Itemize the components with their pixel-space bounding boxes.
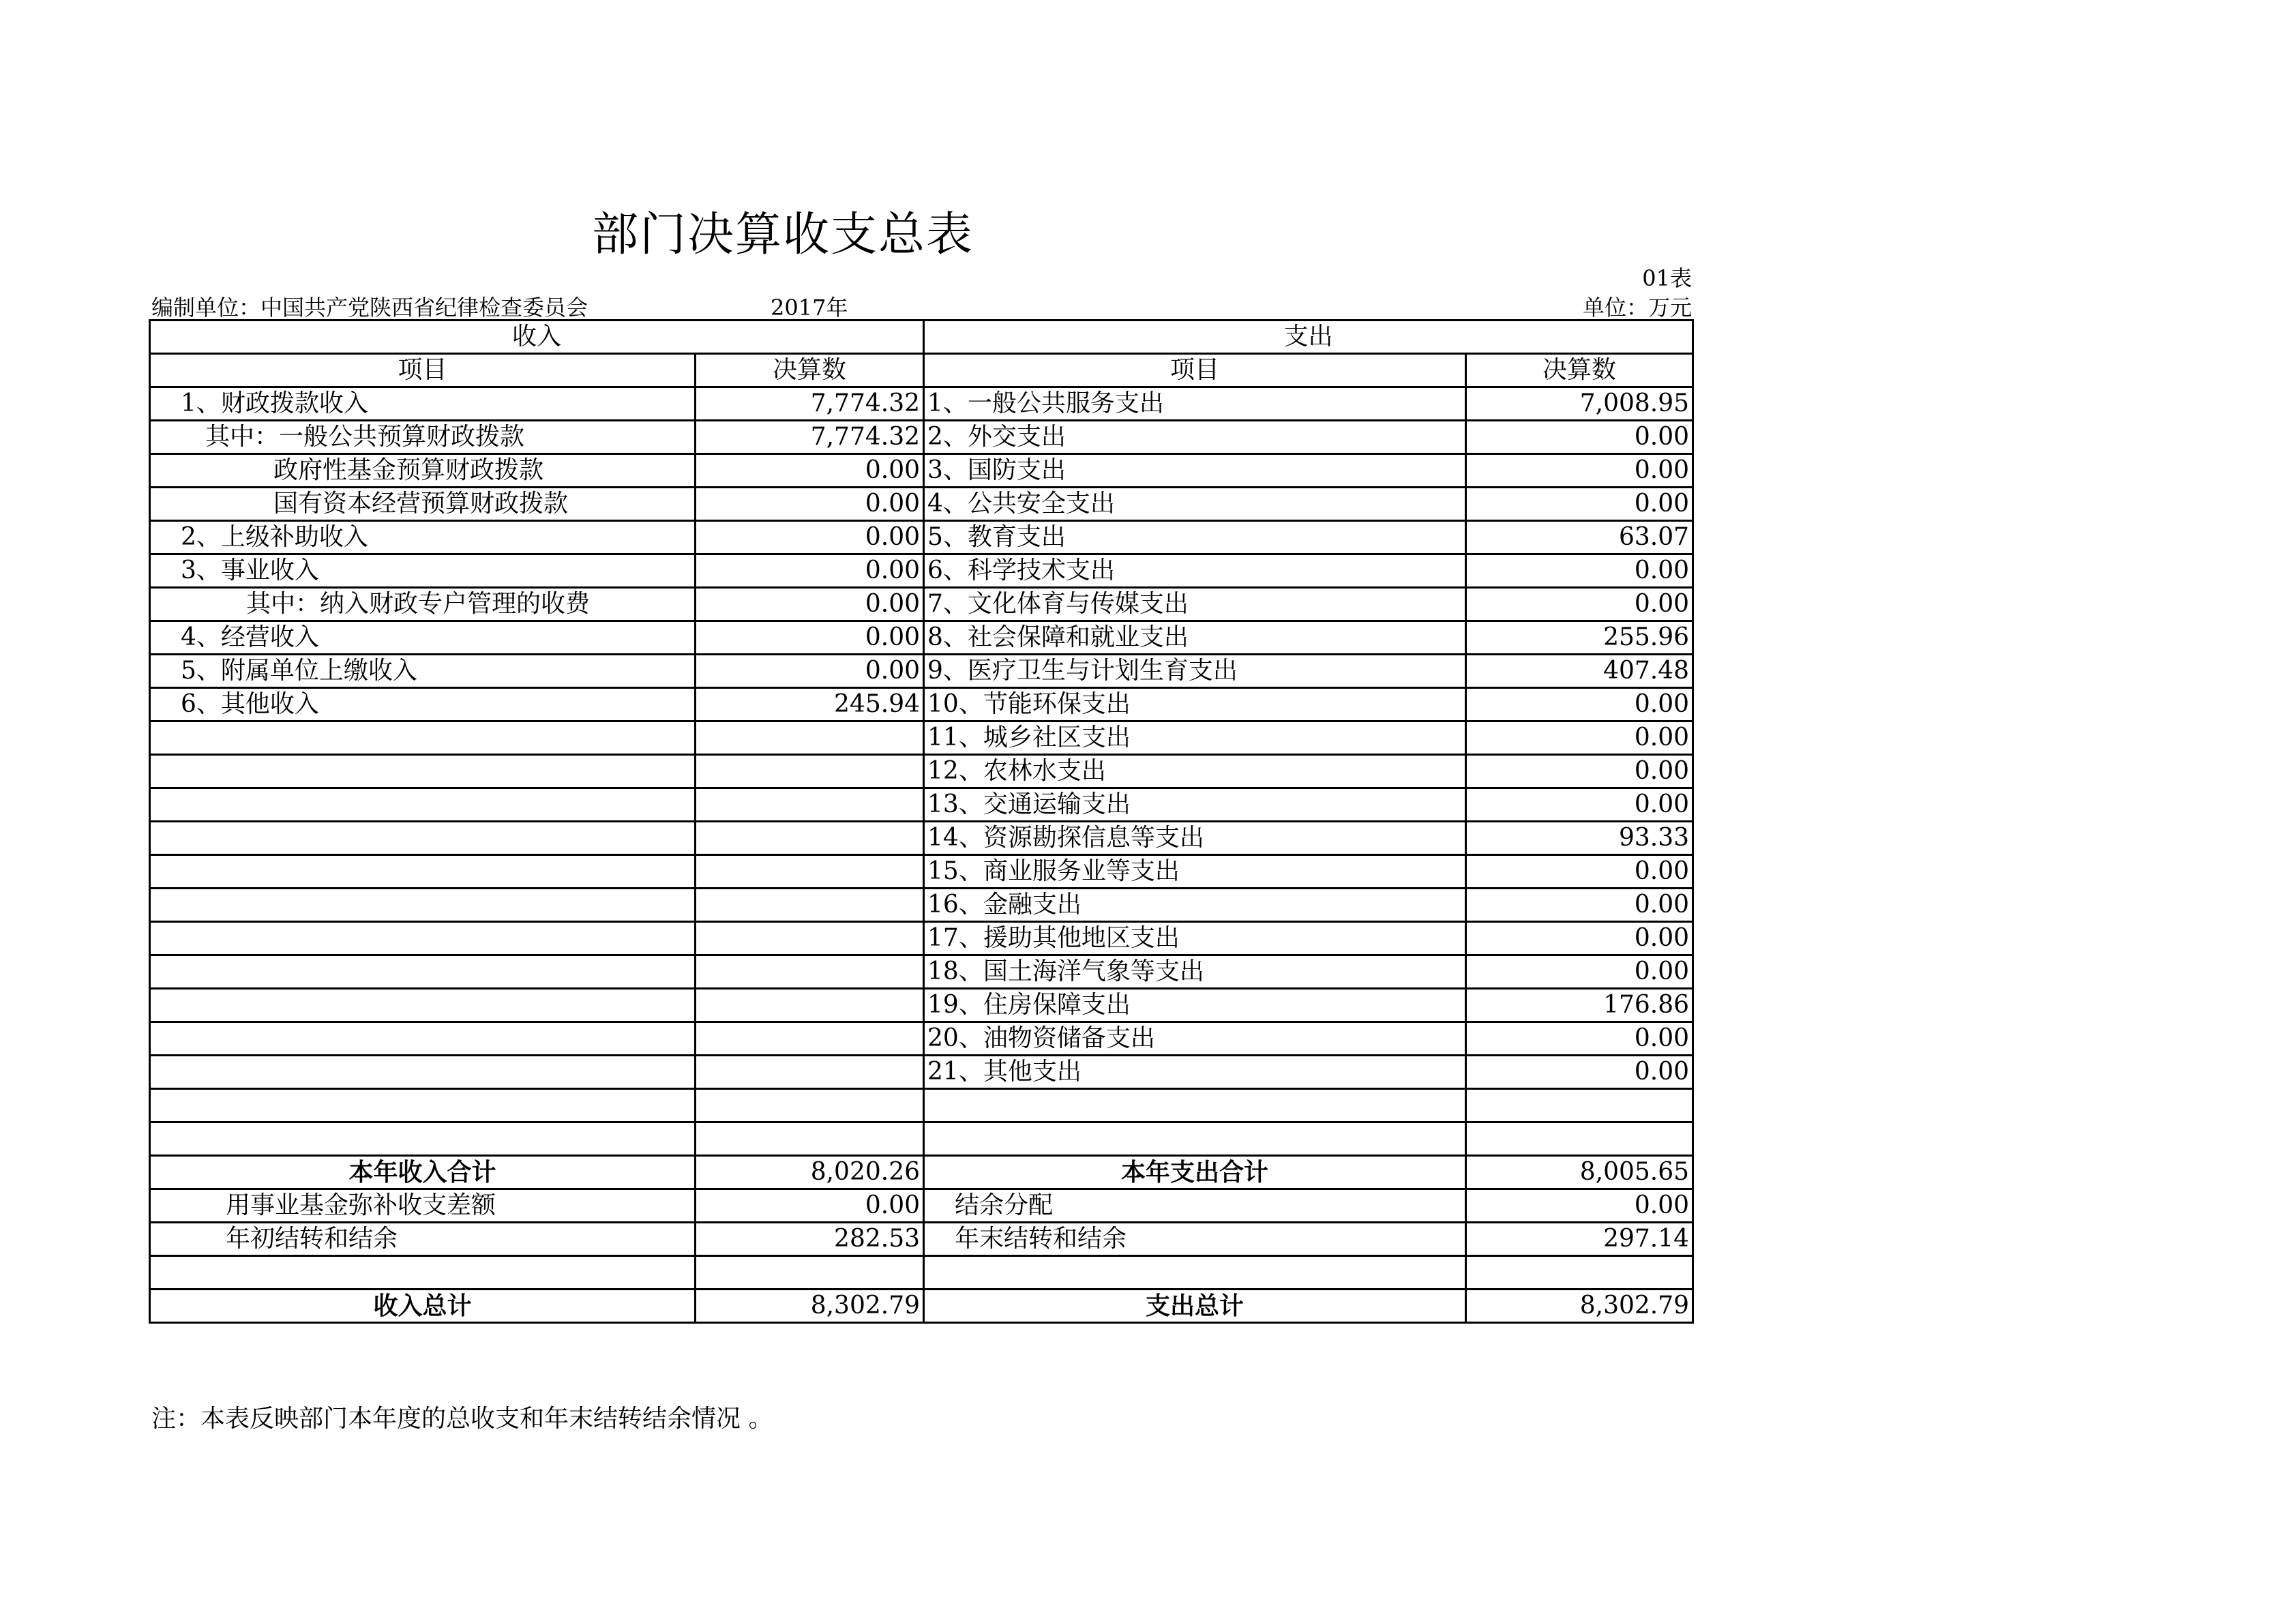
table-row [150, 621, 1693, 655]
grand-total-row [150, 1290, 1693, 1323]
income-amount: 0.00 [696, 521, 924, 554]
expense-item: 20、油物资储备支出 [924, 1022, 1466, 1056]
income-amount: 0.00 [696, 621, 924, 655]
table-row [150, 421, 1693, 454]
expense-amount [1466, 1122, 1693, 1156]
income-item: 4、经营收入 [150, 621, 696, 655]
expense-item: 5、教育支出 [924, 521, 1466, 554]
table-row [150, 922, 1693, 955]
expense-amount-header: 决算数 [1466, 354, 1693, 387]
expense-amount: 0.00 [1466, 688, 1693, 721]
expense-amount: 0.00 [1466, 855, 1693, 889]
column-header-row [150, 354, 1693, 387]
table-row [150, 1122, 1693, 1156]
expense-amount [1466, 1089, 1693, 1122]
income-total-value: 8,302.79 [696, 1290, 924, 1323]
table-row [150, 554, 1693, 588]
table-row [150, 488, 1693, 521]
income-amount [696, 721, 924, 755]
income-amount [696, 755, 924, 788]
income-header: 收入 [150, 321, 924, 354]
income-item [150, 755, 696, 788]
income-item [150, 922, 696, 955]
expense-amount: 0.00 [1466, 1022, 1693, 1056]
table-row [150, 755, 1693, 788]
income-amount: 245.94 [696, 688, 924, 721]
expense-item: 9、医疗卫生与计划生育支出 [924, 655, 1466, 688]
income-amount [696, 989, 924, 1022]
fund-value: 0.00 [696, 1189, 924, 1223]
income-item [150, 1056, 696, 1089]
income-amount [696, 855, 924, 889]
income-amount [696, 822, 924, 855]
expense-item: 4、公共安全支出 [924, 488, 1466, 521]
expense-amount: 0.00 [1466, 889, 1693, 922]
expense-amount: 0.00 [1466, 1056, 1693, 1089]
income-amount: 0.00 [696, 588, 924, 621]
expense-item: 18、国土海洋气象等支出 [924, 955, 1466, 989]
income-amount-header: 决算数 [696, 354, 924, 387]
expense-amount: 0.00 [1466, 788, 1693, 822]
table-row [150, 1022, 1693, 1056]
year-label: 2017年 [771, 295, 848, 321]
expense-amount: 255.96 [1466, 621, 1693, 655]
table-row [150, 521, 1693, 554]
section-header-row [150, 321, 1693, 354]
income-amount: 0.00 [696, 655, 924, 688]
income-item: 3、事业收入 [150, 554, 696, 588]
end-carryover-value: 297.14 [1466, 1223, 1693, 1256]
expense-amount: 407.48 [1466, 655, 1693, 688]
table-row [150, 889, 1693, 922]
page-title: 部门决算收支总表 [592, 208, 974, 262]
expense-item: 13、交通运输支出 [924, 788, 1466, 822]
table-row [150, 955, 1693, 989]
income-item: 政府性基金预算财政拨款 [150, 454, 696, 488]
expense-amount: 63.07 [1466, 521, 1693, 554]
income-item [150, 855, 696, 889]
expense-amount: 0.00 [1466, 454, 1693, 488]
income-item [150, 788, 696, 822]
table-row [150, 822, 1693, 855]
table-row [150, 1089, 1693, 1122]
expense-amount: 7,008.95 [1466, 387, 1693, 421]
income-amount: 0.00 [696, 488, 924, 521]
blank-cell [150, 1256, 696, 1290]
expense-amount: 0.00 [1466, 955, 1693, 989]
table-row [150, 855, 1693, 889]
income-item [150, 889, 696, 922]
table-row [150, 788, 1693, 822]
income-amount: 0.00 [696, 454, 924, 488]
expense-total-value: 8,302.79 [1466, 1290, 1693, 1323]
income-item [150, 1022, 696, 1056]
expense-item: 10、节能环保支出 [924, 688, 1466, 721]
income-amount [696, 955, 924, 989]
expense-item: 2、外交支出 [924, 421, 1466, 454]
blank-cell [924, 1256, 1466, 1290]
expense-item: 3、国防支出 [924, 454, 1466, 488]
income-item-header: 项目 [150, 354, 696, 387]
table-row [150, 989, 1693, 1022]
expense-item: 12、农林水支出 [924, 755, 1466, 788]
expense-amount: 0.00 [1466, 922, 1693, 955]
expense-amount: 0.00 [1466, 554, 1693, 588]
expense-amount: 176.86 [1466, 989, 1693, 1022]
expense-amount: 0.00 [1466, 488, 1693, 521]
table-row [150, 688, 1693, 721]
expense-item: 21、其他支出 [924, 1056, 1466, 1089]
table-row [150, 588, 1693, 621]
income-item [150, 955, 696, 989]
income-item: 国有资本经营预算财政拨款 [150, 488, 696, 521]
expense-total-label: 支出总计 [924, 1290, 1466, 1323]
income-item [150, 1089, 696, 1122]
income-amount [696, 788, 924, 822]
income-item [150, 721, 696, 755]
income-item: 5、附属单位上缴收入 [150, 655, 696, 688]
table-row [150, 1056, 1693, 1089]
income-amount [696, 889, 924, 922]
expense-item [924, 1089, 1466, 1122]
table-row [150, 721, 1693, 755]
year-income-value: 8,020.26 [696, 1156, 924, 1189]
end-carryover-label: 年末结转和结余 [924, 1223, 1466, 1256]
blank-cell [1466, 1256, 1693, 1290]
expense-item: 11、城乡社区支出 [924, 721, 1466, 755]
income-item [150, 1122, 696, 1156]
expense-item: 19、住房保障支出 [924, 989, 1466, 1022]
fund-row [150, 1189, 1693, 1223]
income-item: 1、财政拨款收入 [150, 387, 696, 421]
expense-header: 支出 [924, 321, 1693, 354]
table-row [150, 454, 1693, 488]
expense-amount: 0.00 [1466, 421, 1693, 454]
income-item: 其中：一般公共预算财政拨款 [150, 421, 696, 454]
income-amount [696, 922, 924, 955]
expense-item: 17、援助其他地区支出 [924, 922, 1466, 955]
income-amount: 7,774.32 [696, 387, 924, 421]
income-item: 2、上级补助收入 [150, 521, 696, 554]
surplus-dist-value: 0.00 [1466, 1189, 1693, 1223]
table-row [150, 655, 1693, 688]
expense-item: 8、社会保障和就业支出 [924, 621, 1466, 655]
income-total-label: 收入总计 [150, 1290, 696, 1323]
expense-item: 14、资源勘探信息等支出 [924, 822, 1466, 855]
income-amount: 0.00 [696, 554, 924, 588]
year-total-row [150, 1156, 1693, 1189]
expense-item: 15、商业服务业等支出 [924, 855, 1466, 889]
fund-label: 用事业基金弥补收支差额 [150, 1189, 696, 1223]
org-label: 编制单位：中国共产党陕西省纪律检查委员会 [151, 295, 588, 321]
income-amount [696, 1056, 924, 1089]
expense-amount: 0.00 [1466, 721, 1693, 755]
unit-label: 单位：万元 [1582, 295, 1692, 321]
carryover-row [150, 1223, 1693, 1256]
surplus-dist-label: 结余分配 [924, 1189, 1466, 1223]
year-income-label: 本年收入合计 [150, 1156, 696, 1189]
begin-carryover-value: 282.53 [696, 1223, 924, 1256]
expense-item [924, 1122, 1466, 1156]
expense-item: 7、文化体育与传媒支出 [924, 588, 1466, 621]
income-item: 6、其他收入 [150, 688, 696, 721]
year-expense-value: 8,005.65 [1466, 1156, 1693, 1189]
footnote: 注：本表反映部门本年度的总收支和年末结转结余情况 。 [151, 1405, 773, 1433]
expense-amount: 0.00 [1466, 588, 1693, 621]
budget-table [149, 319, 1694, 1324]
table-row [150, 387, 1693, 421]
income-item [150, 989, 696, 1022]
income-amount [696, 1022, 924, 1056]
income-amount [696, 1122, 924, 1156]
form-number: 01表 [1642, 265, 1692, 291]
expense-amount: 93.33 [1466, 822, 1693, 855]
expense-item-header: 项目 [924, 354, 1466, 387]
expense-amount: 0.00 [1466, 755, 1693, 788]
income-amount [696, 1089, 924, 1122]
begin-carryover-label: 年初结转和结余 [150, 1223, 696, 1256]
blank-row [150, 1256, 1693, 1290]
income-item: 其中：纳入财政专户管理的收费 [150, 588, 696, 621]
expense-item: 6、科学技术支出 [924, 554, 1466, 588]
expense-item: 1、一般公共服务支出 [924, 387, 1466, 421]
income-item [150, 822, 696, 855]
expense-item: 16、金融支出 [924, 889, 1466, 922]
income-amount: 7,774.32 [696, 421, 924, 454]
blank-cell [696, 1256, 924, 1290]
year-expense-label: 本年支出合计 [924, 1156, 1466, 1189]
